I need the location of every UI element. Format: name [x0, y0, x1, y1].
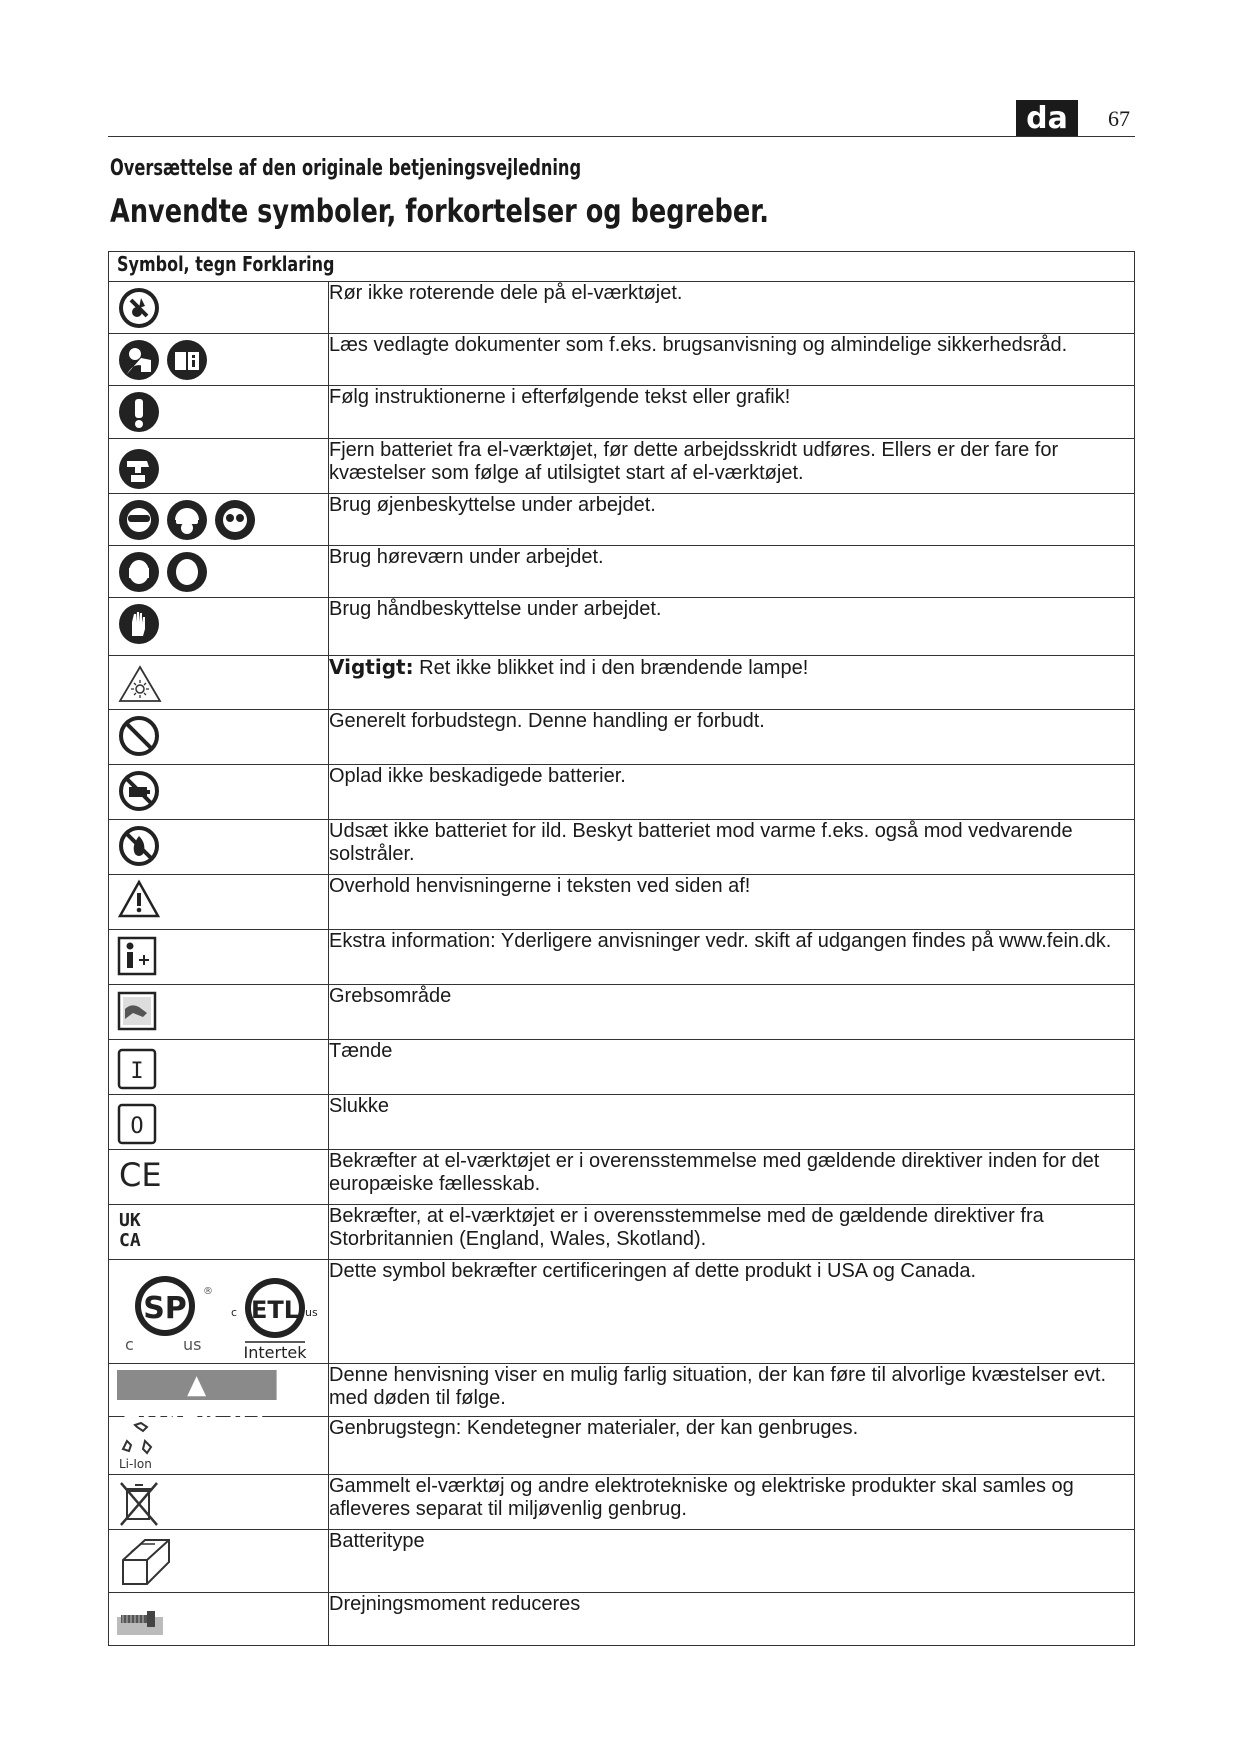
- row-text: Læs vedlagte dokumenter som f.eks. brugsanvisning og almindelige sikkerhedsråd.: [329, 334, 1135, 386]
- row-text: Drejningsmoment reduceres: [329, 1593, 1135, 1646]
- table-row: [109, 494, 1135, 546]
- no-fire-icon: [117, 824, 161, 868]
- on-icon: [117, 1048, 157, 1090]
- table-row: [109, 386, 1135, 439]
- row-text: Generelt forbudstegn. Denne handling er forbudt.: [329, 710, 1135, 765]
- svg-text:c: c: [125, 1335, 134, 1354]
- table-row: [109, 546, 1135, 598]
- ukca-mark-icon: [117, 1207, 157, 1251]
- csa-mark-icon: [117, 1270, 217, 1356]
- svg-text:CA: CA: [119, 1230, 141, 1251]
- table-row: [109, 656, 1135, 710]
- advarsel-badge: ▲ ADVARSEL: [117, 1370, 277, 1400]
- row-text: Tænde: [329, 1040, 1135, 1095]
- warning-triangle-icon: [117, 879, 161, 919]
- svg-text:UK: UK: [119, 1210, 141, 1231]
- row-text: Overhold henvisningerne i teksten ved siden af!: [329, 875, 1135, 930]
- row-text: Rør ikke roterende dele på el-værktøjet.: [329, 282, 1135, 334]
- table-row: [109, 1530, 1135, 1593]
- remove-battery-icon: [117, 447, 161, 491]
- table-row: [109, 1260, 1135, 1364]
- row-text: Fjern batteriet fra el-værktøjet, før dette arbejdsskridt udføres. Ellers er der fare for kvæstelser som følge af utilsigtet start af el-værktøjet.: [329, 439, 1135, 494]
- grip-area-icon: [117, 989, 157, 1033]
- row-text: Bekræfter at el-værktøjet er i overensstemmelse med gældende direktiver inden for det europæiske fællesskab.: [329, 1150, 1135, 1205]
- svg-text:SP: SP: [143, 1291, 187, 1326]
- svg-text:CE: CE: [119, 1156, 162, 1194]
- off-icon: [117, 1103, 157, 1145]
- table-row: [109, 875, 1135, 930]
- svg-text:®: ®: [203, 1286, 213, 1297]
- mandatory-icon: [117, 390, 161, 434]
- row-text: Genbrugstegn: Kendetegner materialer, der kan genbruges.: [329, 1417, 1135, 1475]
- svg-text:O: O: [130, 1114, 144, 1139]
- table-row: [109, 1475, 1135, 1530]
- language-badge: da: [1016, 100, 1078, 137]
- read-manual-icon: [117, 338, 161, 382]
- page-title: Anvendte symboler, forkortelser og begreber.: [110, 192, 769, 230]
- row-text: Oplad ikke beskadigede batterier.: [329, 765, 1135, 820]
- svg-text:Li-Ion: Li-Ion: [119, 1457, 152, 1471]
- no-touch-rotating-icon: [117, 286, 161, 330]
- table-row: [109, 1040, 1135, 1095]
- row-text: Brug øjenbeskyttelse under arbejdet.: [329, 494, 1135, 546]
- eye-protection-icon: [213, 498, 257, 542]
- info-book-icon: [165, 338, 209, 382]
- row-text: Denne henvisning viser en mulig farlig situation, der kan føre til alvorlige kvæstelser evt. med døden til følge.: [329, 1364, 1135, 1417]
- eye-protection-icon: [117, 498, 161, 542]
- row-text: Brug høreværn under arbejdet.: [329, 546, 1135, 598]
- svg-text:ETL: ETL: [250, 1296, 300, 1324]
- torque-reduce-icon: [117, 1603, 163, 1637]
- page-number: 67: [1108, 106, 1130, 131]
- table-row: [109, 985, 1135, 1040]
- table-header-row: [109, 252, 1135, 282]
- hearing-protection-icon: [117, 550, 161, 594]
- document-subtitle: Oversættelse af den originale betjeningsvejledning: [110, 156, 582, 181]
- row-text: Gammelt el-værktøj og andre elektrotekniske og elektriske produkter skal samles og afleveres separat til miljøvenlig genbrug.: [329, 1475, 1135, 1530]
- eye-protection-icon: [165, 498, 209, 542]
- extra-info-icon: [117, 934, 157, 978]
- table-row: [109, 439, 1135, 494]
- table-row: [109, 334, 1135, 386]
- row-text: Vigtigt: Ret ikke blikket ind i den brændende lampe!: [329, 656, 1135, 710]
- table-row: [109, 1417, 1135, 1475]
- row-text: Batteritype: [329, 1530, 1135, 1593]
- table-row: [109, 930, 1135, 985]
- table-row: [109, 1095, 1135, 1150]
- hand-protection-icon: [117, 602, 161, 646]
- symbols-table: [108, 251, 1135, 1646]
- table-row: [109, 710, 1135, 765]
- table-row: [109, 820, 1135, 875]
- svg-text:I: I: [130, 1059, 144, 1084]
- recycle-icon: [117, 1421, 167, 1471]
- table-row: [109, 1364, 1135, 1417]
- weee-icon: [117, 1479, 161, 1527]
- row-text: Ekstra information: Yderligere anvisninger vedr. skift af udgangen findes på www.fein.dk.: [329, 930, 1135, 985]
- table-row: [109, 1205, 1135, 1260]
- svg-text:Intertek: Intertek: [243, 1343, 307, 1358]
- row-text: Slukke: [329, 1095, 1135, 1150]
- prohibition-icon: [117, 714, 161, 758]
- row-text: Brug håndbeskyttelse under arbejdet.: [329, 598, 1135, 656]
- table-row: [109, 282, 1135, 334]
- table-row: [109, 765, 1135, 820]
- no-damaged-battery-icon: [117, 769, 161, 813]
- svg-text:c: c: [231, 1306, 238, 1319]
- row-text: Bekræfter, at el-værktøjet er i overensstemmelse med de gældende direktiver fra Storbritannien (England, Wales, Skotland).: [329, 1205, 1135, 1260]
- svg-text:us: us: [305, 1306, 318, 1319]
- hearing-protection-icon: [165, 550, 209, 594]
- svg-text:us: us: [183, 1335, 202, 1354]
- table-row: [109, 1593, 1135, 1646]
- row-text: Følg instruktionerne i efterfølgende tekst eller grafik!: [329, 386, 1135, 439]
- etl-mark-icon: [227, 1274, 323, 1358]
- table-row: [109, 598, 1135, 656]
- table-row: [109, 1150, 1135, 1205]
- row-text: Dette symbol bekræfter certificeringen af dette produkt i USA og Canada.: [329, 1260, 1135, 1364]
- lamp-warning-icon: [117, 664, 163, 704]
- battery-type-icon: [117, 1534, 177, 1590]
- row-text: Udsæt ikke batteriet for ild. Beskyt batteriet mod varme f.eks. også mod vedvarende solstråler.: [329, 820, 1135, 875]
- row-text: Grebsområde: [329, 985, 1135, 1040]
- ce-mark-icon: [117, 1154, 163, 1194]
- header-divider: [108, 136, 1135, 137]
- table-header: Symbol, tegn Forklaring: [109, 252, 1135, 282]
